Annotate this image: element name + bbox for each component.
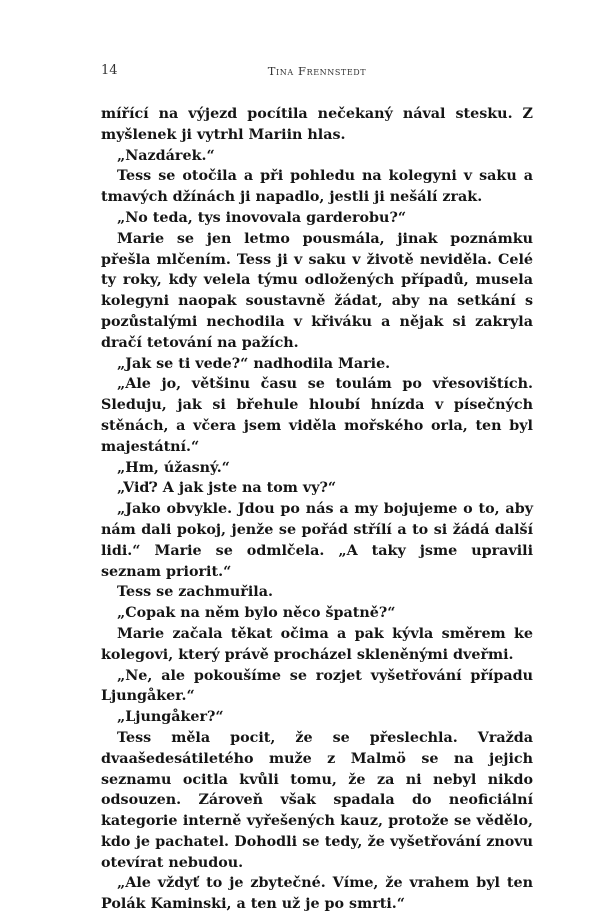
paragraph: Tess se otočila a při pohledu na kolegyni v saku a tmavých džínách ji napadlo, jestli ji nešálí zrak. [101,168,533,206]
paragraph: Tess měla pocit, že se přeslechla. Vražda dvaašedesátiletého muže z Malmö se na jejich seznamu ocitla kvůli tomu, že za ni nebyl nikdo odsouzen. Zároveň však spadala do neoficiální kategorie interně vyřešených kauz, protože se vědělo, kdo je pachatel. Dohodli se tedy, že vyšetřování znovu otevírat nebudou. [101,729,533,871]
page-number: 14 [101,63,118,78]
paragraph: „Jak se ti vede?“ nadhodila Marie. [117,355,391,372]
paragraph: mířící na výjezd pocítila nečekaný nával stesku. Z myšlenek ji vytrhl Mariin hlas. [101,106,533,143]
paragraph: „Ale vždyť to je zbytečné. Víme, že vrahem byl ten Polák Kaminski, a ten už je po smrti.“ [101,875,533,913]
paragraph: „Jako obvykle. Jdou po nás a my bojujeme o to, aby nám dali pokoj, jenže se pořád střílí a to si žádá další lidi.“ Marie se odmlčela. „A taky jsme upravili seznam priorit.“ [101,501,533,580]
paragraph: „Ale jo, většinu času se toulám po vřesovištích. Sleduju, jak si břehule hloubí hnízda v písečných stěnách, a včera jsem viděla mořského orla, ten byl majestátní.“ [101,376,533,455]
paragraph: „Viď? A jak jste na tom vy?“ [117,480,337,497]
paragraph: Marie začala těkat očima a pak kývla směrem ke kolegovi, který právě procházel skleněnými dveřmi. [101,625,533,663]
running-title-author: Tina Frennstedt [267,64,367,78]
paragraph: Tess se zachmuřila. [117,584,273,601]
body-text [101,104,533,915]
running-head [101,63,533,83]
paragraph: „Ne, ale pokoušíme se rozjet vyšetřování případu Ljungåker.“ [101,667,533,705]
paragraph: „No teda, tys inovovala garderobu?“ [117,209,407,226]
paragraph: Marie se jen letmo pousmála, jinak poznámku přešla mlčením. Tess ji v saku v životě neviděla. Celé ty roky, kdy velela týmu odložených případů, musela kolegyni naopak soustavně žádat, aby na setkání s pozůstalými nechodila v křiváku a nějak si zakryla dračí tetování na pažích. [101,230,533,351]
paragraph: „Nazdárek.“ [117,147,215,164]
paragraph: „Hm, úžasný.“ [117,459,230,476]
paragraph: „Ljungåker?“ [117,709,224,726]
paragraph: „Copak na něm bylo něco špatně?“ [117,605,396,622]
